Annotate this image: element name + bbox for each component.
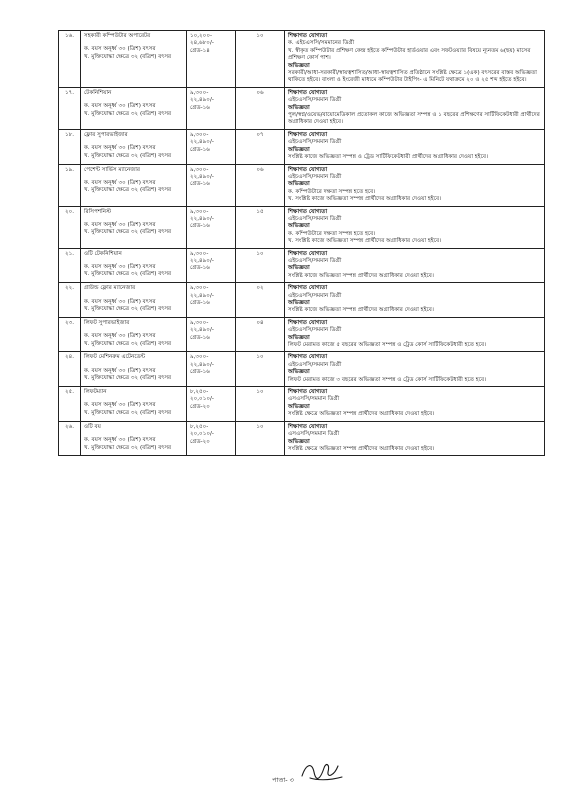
qualification-heading: অভিজ্ঞতা <box>288 223 310 230</box>
post-count-cell: ১০ <box>236 352 285 387</box>
pay-line: গ্রেড-১৬ <box>190 181 210 188</box>
post-name: ফ্লোর সুপারভাইজার <box>84 131 128 138</box>
qualification-heading: অভিজ্ঞতা <box>288 334 310 341</box>
pay-line: ৯,৩০০- <box>190 285 209 292</box>
pay-scale-cell <box>187 317 236 352</box>
qualification-heading: শিক্ষাগত যোগ্যতা <box>288 319 328 326</box>
pay-line: ২২,৪৯০/- <box>190 257 214 264</box>
qualification-heading: শিক্ষাগত যোগ্যতা <box>288 354 328 361</box>
post-cell <box>81 164 187 206</box>
table-body <box>59 31 545 456</box>
job-vacancy-table <box>58 30 545 456</box>
qualification-heading: শিক্ষাগত যোগ্যতা <box>288 131 328 138</box>
qualification-line: খ. সংশ্লিষ্ট কাজে অভিজ্ঞতা সম্পন্ন প্রার্থীদের অগ্রাধিকার দেওয়া হইবে। <box>288 196 442 203</box>
pay-line: ২২,৪৯০/- <box>190 215 214 222</box>
pay-line: ৯,৩০০- <box>190 319 209 326</box>
post-name: লিফটম্যান <box>84 389 107 396</box>
qualification-line: এইচএসসি/সমমান ডিগ্রী <box>288 139 342 146</box>
pay-line: গ্রেড-১৬ <box>190 369 210 376</box>
table-row <box>59 164 545 206</box>
age-limit: ক. বয়স অনূর্ধ্ব ৩০ (ত্রিশ) বৎসর <box>84 333 156 340</box>
qualification-line: এইচএসসি/সমমান ডিগ্রী <box>288 173 342 180</box>
post-count-cell: ১০ <box>236 421 285 456</box>
post-count-cell: ১০ <box>236 387 285 422</box>
pay-line: ৯,৩০০- <box>190 250 209 257</box>
qualification-heading: অভিজ্ঞতা <box>288 403 310 410</box>
age-limit: ক. বয়স অনূর্ধ্ব ৩০ (ত্রিশ) বৎসর <box>84 179 156 186</box>
qualification-heading: শিক্ষাগত যোগ্যতা <box>288 208 328 215</box>
post-cell <box>81 248 187 283</box>
post-count-cell: ০২ <box>236 283 285 318</box>
qualification-line: এইচএসসি/সমমান ডিগ্রী <box>288 361 342 368</box>
pay-line: গ্রেড-২০ <box>190 403 210 410</box>
qualification-line: ক. কম্পিউটারে দক্ষতা সম্পন্ন হতে হবে। <box>288 230 376 237</box>
serial-cell: ১৮. <box>59 129 81 164</box>
post-cell <box>81 129 187 164</box>
qualification-line: সংশ্লিষ্ট ক্ষেত্রে অভিজ্ঞতা সম্পন্ন প্রার্থীদের অগ্রাধিকার দেওয়া হইবে। <box>288 445 435 452</box>
qualification-heading: শিক্ষাগত যোগ্যতা <box>288 250 328 257</box>
qualification-heading: অভিজ্ঞতা <box>288 104 310 111</box>
qualification-cell <box>285 421 545 456</box>
qualification-line: খ. স্বীকৃত কম্পিউটার প্রশিক্ষণ কেন্দ্র হইতে কম্পিউটার হার্ডওয়ার এবং সফটওয়্যার বিষয়ে ন্যূনতম ৬(ছয়) মাসের প্রশিক্ষণ কোর্স পাশ। <box>288 47 531 62</box>
pay-scale-cell <box>187 283 236 318</box>
age-limit: ক. বয়স অনূর্ধ্ব ৩০ (ত্রিশ) বৎসর <box>84 46 156 53</box>
qualification-heading: অভিজ্ঞতা <box>288 300 310 306</box>
qualification-heading: অভিজ্ঞতা <box>288 181 310 188</box>
post-name: রিসিপশনিস্ট <box>84 208 112 215</box>
table-row <box>59 283 545 318</box>
post-count-cell: ১৫ <box>236 206 285 248</box>
qualification-line: সরকারী/আধা-সরকারী/স্বায়ত্বশাসিত/আধা-স্বায়ত্বশাসিত প্রতিষ্ঠানে সংশ্লিষ্ট ক্ষেত্রে ১(এক) বৎসরের বাস্তব অভিজ্ঞতা থাকিতে হইবে। বাংলা ও ইংরেজী মাধ্যমে কম্পিউটার টাইপিং- এ মিনিটে যথাক্রমে ২০ ও ২৫ শব্দ হইতে হইবে। <box>288 70 537 84</box>
age-limit: খ. মুক্তিযোদ্ধা ক্ষেত্রে ৩২ (বত্রিশ) বৎসর <box>84 53 172 60</box>
age-limit: খ. মুক্তিযোদ্ধা ক্ষেত্রে ৩২ (বত্রিশ) বৎসর <box>84 110 172 117</box>
qualification-heading: শিক্ষাগত যোগ্যতা <box>288 285 328 292</box>
post-name: লিফট সুপারভাইজার <box>84 319 130 326</box>
qualification-heading: শিক্ষাগত যোগ্যতা <box>288 166 328 173</box>
post-cell <box>81 421 187 456</box>
serial-cell: ১৬. <box>59 31 81 88</box>
pay-scale-cell <box>187 129 236 164</box>
pay-line: গ্রেড-১৬ <box>190 334 210 341</box>
qualification-line: এসএসসি/সমমান ডিগ্রী <box>288 396 340 403</box>
qualification-cell <box>285 31 545 88</box>
age-limit: ক. বয়স অনূর্ধ্ব ৩০ (ত্রিশ) বৎসর <box>84 367 156 374</box>
age-limit: ক. বয়স অনূর্ধ্ব ৩০ (ত্রিশ) বৎসর <box>84 145 156 152</box>
pay-scale-cell <box>187 352 236 387</box>
post-cell <box>81 283 187 318</box>
age-limit: খ. মুক্তিযোদ্ধা ক্ষেত্রে ৩২ (বত্রিশ) বৎসর <box>84 340 172 347</box>
pay-line: ১০,২০০- <box>190 33 212 39</box>
age-limit: খ. মুক্তিযোদ্ধা ক্ষেত্রে ৩২ (বত্রিশ) বৎসর <box>84 271 172 278</box>
qualification-heading: শিক্ষাগত যোগ্যতা <box>288 33 328 39</box>
qualification-cell <box>285 317 545 352</box>
qualification-heading: অভিজ্ঞতা <box>288 369 310 376</box>
qualification-line: পুল/স্বপ্ন/ওয়েভ/বায়োমেডিকাল প্রতোকল কাজে অভিজ্ঞতা সম্পন্ন ও ১ বছরের প্রশিক্ষণের সার্টিফিকেটধারী প্রার্থীদের অগ্রাধিকার দেওয়া হইবে। <box>288 112 540 126</box>
qualification-cell <box>285 283 545 318</box>
post-cell <box>81 387 187 422</box>
serial-cell: ২২. <box>59 283 81 318</box>
serial-cell: ২০. <box>59 206 81 248</box>
pay-line: ২২,৪৯০/- <box>190 292 214 299</box>
qualification-line: লিফট মেরামত কাজে ৩ বছরের অভিজ্ঞতা সম্পন্ন ও ট্রেড কোর্স সার্টিফিকেটধারী হতে হবে। <box>288 376 487 383</box>
pay-line: ২৪,৬৮০/- <box>190 40 214 47</box>
qualification-line: ক. এইচএসসি/সমমানের ডিগ্রী <box>288 40 355 47</box>
table-row <box>59 129 545 164</box>
pay-line: গ্রেড-১৬ <box>190 146 210 153</box>
pay-line: ২২,৪৯০/- <box>190 327 214 334</box>
post-name: ওটি বয় <box>84 423 101 430</box>
qualification-line: ক. কম্পিউটারে দক্ষতা সম্পন্ন হতে হবে। <box>288 188 376 195</box>
qualification-line: এইচএসসি/সমমান ডিগ্রী <box>288 327 342 334</box>
pay-line: গ্রেড-১৬ <box>190 265 210 272</box>
qualification-line: এইচএসসি/সমমান ডিগ্রী <box>288 257 342 264</box>
serial-cell: ২৪. <box>59 352 81 387</box>
post-name: গ্রাউন্ড ফ্লোর ম্যানেজার <box>84 285 136 292</box>
serial-cell: ২১. <box>59 248 81 283</box>
pay-line: ২২,৪৯০/- <box>190 139 214 146</box>
pay-line: ২২,৪৯০/- <box>190 173 214 180</box>
qualification-heading: শিক্ষাগত যোগ্যতা <box>288 389 328 396</box>
age-limit: খ. মুক্তিযোদ্ধা ক্ষেত্রে ৩২ (বত্রিশ) বৎসর <box>84 444 172 451</box>
qualification-line: এইচএসসি/সমমান ডিগ্রী <box>288 215 342 222</box>
table-row <box>59 421 545 456</box>
pay-scale-cell <box>187 206 236 248</box>
table-row <box>59 248 545 283</box>
qualification-line: লিফট মেরামত কাজে ৫ বছরের অভিজ্ঞতা সম্পন্ন ও ট্রেড কোর্স সার্টিফিকেটধারী হতে হবে। <box>288 342 487 349</box>
pay-line: গ্রেড-১৪ <box>190 47 210 54</box>
post-count-cell: ০৪ <box>236 317 285 352</box>
post-count-cell: ১০ <box>236 31 285 88</box>
pay-scale-cell <box>187 387 236 422</box>
age-limit: খ. মুক্তিযোদ্ধা ক্ষেত্রে ৩২ (বত্রিশ) বৎসর <box>84 306 172 312</box>
age-limit: খ. মুক্তিযোদ্ধা ক্ষেত্রে ৩২ (বত্রিশ) বৎসর <box>84 375 172 382</box>
pay-line: গ্রেড-২০ <box>190 438 210 445</box>
qualification-heading: অভিজ্ঞতা <box>288 438 310 445</box>
pay-line: ২২,৪৯০/- <box>190 361 214 368</box>
age-limit: ক. বয়স অনূর্ধ্ব ৩০ (ত্রিশ) বৎসর <box>84 298 156 305</box>
pay-scale-cell <box>187 87 236 129</box>
age-limit: ক. বয়স অনূর্ধ্ব ৩০ (ত্রিশ) বৎসর <box>84 221 156 228</box>
pay-line: ৯,৩০০- <box>190 166 209 173</box>
qualification-cell <box>285 248 545 283</box>
qualification-heading: অভিজ্ঞতা <box>288 265 310 272</box>
pay-scale-cell <box>187 421 236 456</box>
pay-scale-cell <box>187 164 236 206</box>
post-name: পেশেন্ট সার্ভিস ম্যানেজার <box>84 166 141 173</box>
qualification-line: এসএসসি/সমমান ডিগ্রী <box>288 431 340 438</box>
pay-line: গ্রেড-১৬ <box>190 104 210 111</box>
table-row <box>59 352 545 387</box>
qualification-cell <box>285 387 545 422</box>
pay-line: ৮,২৫০- <box>190 389 209 396</box>
post-cell <box>81 206 187 248</box>
qualification-cell <box>285 206 545 248</box>
qualification-line: এইচএসসি/সমমান ডিগ্রী <box>288 292 342 299</box>
qualification-line: সংশ্লিষ্ট ক্ষেত্রে অভিজ্ঞতা সম্পন্ন প্রার্থীদের অগ্রাধিকার দেওয়া হইবে। <box>288 411 435 418</box>
pay-line: ৯,৩০০- <box>190 208 209 215</box>
pay-line: ২২,৪৯০/- <box>190 97 214 104</box>
post-count-cell: ০৬ <box>236 164 285 206</box>
post-cell <box>81 317 187 352</box>
qualification-cell <box>285 129 545 164</box>
qualification-cell <box>285 87 545 129</box>
qualification-line: সংশ্লিষ্ট কাজে অভিজ্ঞতা সম্পন্ন প্রার্থীদের অগ্রাধিকার দেওয়া হইবে। <box>288 307 434 314</box>
pay-scale-cell <box>187 31 236 88</box>
qualification-heading: শিক্ষাগত যোগ্যতা <box>288 89 328 96</box>
age-limit: ক. বয়স অনূর্ধ্ব ৩০ (ত্রিশ) বৎসর <box>84 437 156 444</box>
qualification-heading: অভিজ্ঞতা <box>288 62 310 69</box>
pay-line: ২০,০১০/- <box>190 431 214 438</box>
table-row <box>59 87 545 129</box>
qualification-cell <box>285 164 545 206</box>
serial-cell: ২৬. <box>59 421 81 456</box>
post-count-cell: ০৬ <box>236 87 285 129</box>
qualification-line: এইচএসসি/সমমান ডিগ্রী <box>288 97 342 104</box>
age-limit: ক. বয়স অনূর্ধ্ব ৩০ (ত্রিশ) বৎসর <box>84 103 156 110</box>
age-limit: খ. মুক্তিযোদ্ধা ক্ষেত্রে ৩২ (বত্রিশ) বৎসর <box>84 229 172 236</box>
qualification-line: সংশ্লিষ্ট কাজে অভিজ্ঞতা সম্পন্ন প্রার্থীদের অগ্রাধিকার দেওয়া হইবে। <box>288 272 434 279</box>
post-cell <box>81 87 187 129</box>
qualification-line: খ. সংশ্লিষ্ট কাজে অভিজ্ঞতা সম্পন্ন প্রার্থীদের অগ্রাধিকার দেওয়া হইবে। <box>288 238 442 245</box>
pay-scale-cell <box>187 248 236 283</box>
qualification-heading: শিক্ষাগত যোগ্যতা <box>288 423 328 430</box>
age-limit: খ. মুক্তিযোদ্ধা ক্ষেত্রে ৩২ (বত্রিশ) বৎসর <box>84 409 172 416</box>
qualification-heading: অভিজ্ঞতা <box>288 146 310 153</box>
post-name: টেকনিশিয়ান <box>84 89 112 96</box>
age-limit: ক. বয়স অনূর্ধ্ব ৩০ (ত্রিশ) বৎসর <box>84 402 156 409</box>
serial-cell: ১৭. <box>59 87 81 129</box>
qualification-cell <box>285 352 545 387</box>
post-cell <box>81 352 187 387</box>
table-row <box>59 387 545 422</box>
pay-line: ২০,০১০/- <box>190 396 214 403</box>
qualification-line: সংশ্লিষ্ট কাজে অভিজ্ঞতা সম্পন্ন ও ট্রেড সার্টিফিকেটধারী প্রার্থীদের অগ্রাধিকার দেওয়া হইবে। <box>288 154 488 161</box>
age-limit: খ. মুক্তিযোদ্ধা ক্ষেত্রে ৩২ (বত্রিশ) বৎসর <box>84 152 172 159</box>
table-row <box>59 317 545 352</box>
pay-line: ৯,৩০০- <box>190 354 209 361</box>
pay-line: ৮,২৫০- <box>190 423 209 430</box>
table-row <box>59 206 545 248</box>
table-row <box>59 31 545 88</box>
age-limit: ক. বয়স অনূর্ধ্ব ৩০ (ত্রিশ) বৎসর <box>84 263 156 270</box>
pay-line: ৯,৩০০- <box>190 131 209 138</box>
serial-cell: ২৩. <box>59 317 81 352</box>
serial-cell: ২৫. <box>59 387 81 422</box>
pay-line: ৯,৩০০- <box>190 89 209 96</box>
pay-line: গ্রেড-১৬ <box>190 223 210 230</box>
pay-line: গ্রেড-১৬ <box>190 300 210 306</box>
post-count-cell: ০৭ <box>236 129 285 164</box>
post-name: সহকারী কম্পিউটার অপারেটর <box>84 33 151 39</box>
page-number: পাতা- ৩ <box>272 776 294 784</box>
serial-cell: ১৯. <box>59 164 81 206</box>
post-cell <box>81 31 187 88</box>
post-name: ওটি টেকনিশিয়ান <box>84 250 122 257</box>
post-name: লিফট মেশিনরুম এটেনডেন্ট <box>84 354 146 361</box>
age-limit: খ. মুক্তিযোদ্ধা ক্ষেত্রে ৩২ (বত্রিশ) বৎসর <box>84 187 172 194</box>
post-count-cell: ১০ <box>236 248 285 283</box>
